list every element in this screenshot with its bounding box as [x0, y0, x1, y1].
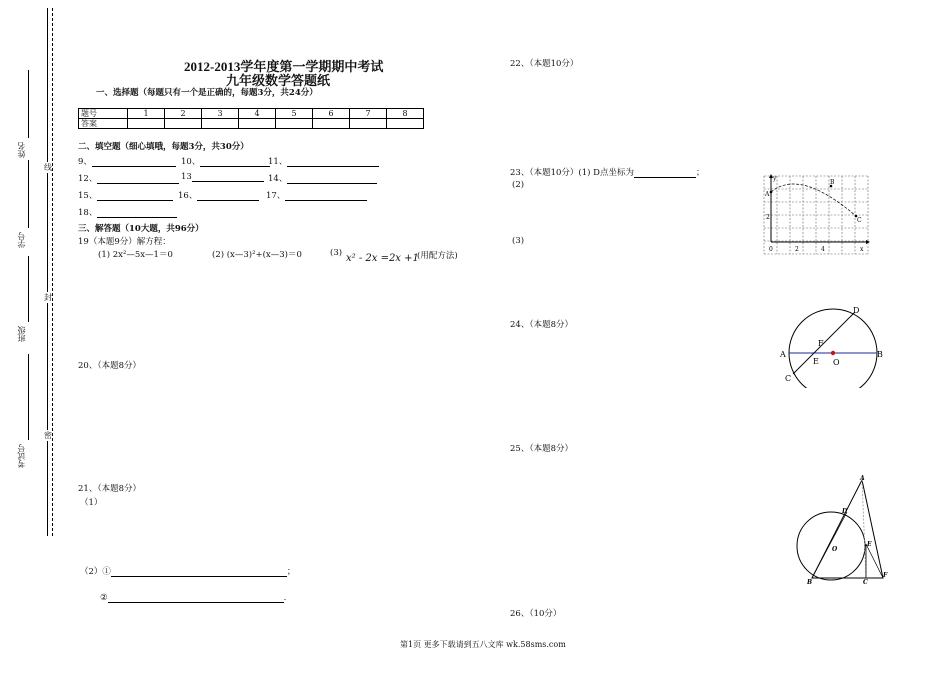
q21-title: 21、（本题8分） [78, 484, 141, 494]
fill-item-18 [78, 206, 177, 218]
q24-title: 24、（本题8分） [510, 320, 573, 330]
tri-point-d: D [842, 508, 848, 515]
q22-title: 22、（本题10分） [510, 59, 579, 69]
grid-figure [760, 172, 872, 258]
q23-blank[interactable] [634, 168, 696, 178]
grid-x-axis-label: x [860, 246, 864, 253]
grid-tick-x-2: 2 [795, 246, 799, 253]
q25-title: 25、（本题8分） [510, 444, 573, 454]
answer-table [78, 108, 424, 129]
answer-cell[interactable] [239, 119, 276, 129]
tri-point-e: E [867, 541, 872, 548]
fill-item-12 [78, 172, 179, 184]
fill-label: 10、 [181, 157, 201, 167]
fill-blank[interactable] [192, 172, 264, 182]
row-label-answer: 答案 [79, 119, 128, 129]
q21-part1: （1） [80, 498, 103, 508]
answer-cell[interactable] [387, 119, 424, 129]
q21-part2b-label: ② [100, 593, 108, 603]
exam-number-label: 考试号 [17, 444, 26, 468]
q19-part3-note: (用配方法) [417, 251, 458, 261]
fill-item-10 [181, 155, 270, 167]
question-number: 1 [128, 109, 165, 119]
q23-part2: (2) [512, 180, 525, 190]
fill-blank[interactable] [287, 157, 379, 167]
question-number: 6 [313, 109, 350, 119]
question-number: 3 [202, 109, 239, 119]
q26-title: 26、（10分） [510, 609, 562, 619]
question-number: 8 [387, 109, 424, 119]
binding-char-3: 密 [44, 431, 52, 440]
circle-figure [775, 302, 890, 388]
answer-cell[interactable] [128, 119, 165, 129]
answer-cell[interactable] [350, 119, 387, 129]
fill-label: 17、 [266, 191, 286, 201]
answer-cell[interactable] [276, 119, 313, 129]
tri-point-a: A [860, 475, 865, 482]
circle-point-a: A [780, 350, 786, 359]
grid-point-a: A [765, 191, 770, 198]
section1-heading: 一、选择题（每题只有一个是正确的，每题3分，共24分） [96, 88, 318, 98]
answer-cell[interactable] [202, 119, 239, 129]
fill-item-16 [178, 189, 259, 201]
q23-title [510, 166, 704, 178]
fill-blank[interactable] [200, 157, 270, 167]
grid-tick-x-4: 4 [821, 246, 825, 253]
tri-point-f: F [883, 572, 888, 579]
grid-tick-y-2: 2 [766, 214, 770, 221]
circle-point-f: F [818, 339, 824, 348]
fill-item-11 [268, 155, 379, 167]
triangle-figure [790, 474, 890, 586]
fill-blank[interactable] [92, 157, 176, 167]
fill-item-13 [181, 172, 264, 182]
tri-point-o: O [832, 546, 838, 553]
q19-title: 19（本题9分）解方程： [78, 237, 171, 247]
q21-part2a-label: （2）① [80, 567, 111, 577]
fill-label: 9、 [78, 157, 92, 167]
fill-blank[interactable] [287, 174, 377, 184]
tri-point-c: C [863, 579, 868, 586]
circle-point-e: E [813, 357, 819, 366]
fill-item-15 [78, 189, 173, 201]
fill-item-14 [268, 172, 377, 184]
grid-point-b: B [830, 179, 835, 186]
q19-part2: (2) (x—3)²+(x—3)＝0 [212, 250, 302, 260]
q23-part3: (3) [512, 236, 525, 246]
student-id-label: 学号 [17, 232, 26, 248]
grid-tick-x-0: 0 [769, 246, 773, 253]
q21-part2a-blank[interactable] [111, 567, 287, 577]
circle-point-o: O [833, 358, 840, 367]
q21-part2b-end: . [283, 593, 287, 603]
q23-end: ； [695, 168, 705, 178]
grid-y-axis-label: y [773, 175, 777, 182]
exam-number-blank[interactable] [28, 354, 29, 440]
fill-label: 14、 [268, 174, 288, 184]
fill-item-9 [78, 155, 176, 167]
binding-line-solid [47, 8, 48, 536]
class-label: 班级 [17, 326, 26, 342]
answer-cell[interactable] [313, 119, 350, 129]
q23-label: 23、（本题10分）(1) D点坐标为 [510, 168, 634, 178]
question-number: 5 [276, 109, 313, 119]
question-number: 7 [350, 109, 387, 119]
fill-label: 13 [181, 172, 192, 182]
fill-blank[interactable] [197, 191, 259, 201]
q19-part3-equation: x² - 2x =2x +1 [346, 253, 419, 264]
row-label-number: 题号 [79, 109, 128, 119]
answer-cell[interactable] [165, 119, 202, 129]
binding-char-1: 线 [44, 163, 52, 172]
fill-blank[interactable] [97, 174, 179, 184]
fill-blank[interactable] [285, 191, 367, 201]
circle-point-b: B [877, 350, 883, 359]
section3-heading: 三、解答题（10大题，共96分） [78, 224, 204, 234]
fill-item-17 [266, 189, 367, 201]
q19-part3-number: (3) [330, 248, 343, 258]
section2-heading: 二、填空题（细心填哦，每题3分，共30分） [78, 142, 249, 152]
q21-part2b-blank[interactable] [108, 593, 284, 603]
name-label: 姓名 [17, 142, 26, 158]
binding-char-2: 封 [44, 293, 52, 302]
q20-title: 20、（本题8分） [78, 361, 141, 371]
grid-point-c: C [857, 217, 862, 224]
fill-label: 18、 [78, 208, 98, 218]
question-number: 2 [165, 109, 202, 119]
sheet-title: 九年级数学答题纸 [226, 73, 331, 88]
page-footer: 第1页 更多下载请到五八文库 wk.58sms.com [400, 640, 566, 649]
class-blank[interactable] [28, 256, 29, 322]
tri-point-b: B [807, 579, 813, 586]
fill-label: 11、 [268, 157, 288, 167]
exam-title: 2012-2013学年度第一学期期中考试 [184, 59, 384, 74]
fill-blank[interactable] [97, 208, 177, 218]
q21-part2a-end: ； [286, 567, 296, 577]
name-blank[interactable] [28, 70, 29, 138]
student-id-blank[interactable] [28, 160, 29, 228]
question-number: 4 [239, 109, 276, 119]
q21-part2b [100, 593, 286, 603]
circle-point-d: D [853, 306, 860, 315]
fill-label: 12、 [78, 174, 98, 184]
q19-part1: (1) 2x²—5x—1＝0 [98, 250, 173, 260]
fill-blank[interactable] [97, 191, 173, 201]
circle-point-c: C [785, 374, 792, 383]
fill-label: 16、 [178, 191, 198, 201]
fill-label: 15、 [78, 191, 98, 201]
q21-part2a [80, 565, 295, 577]
binding-line-dashed [52, 8, 53, 536]
